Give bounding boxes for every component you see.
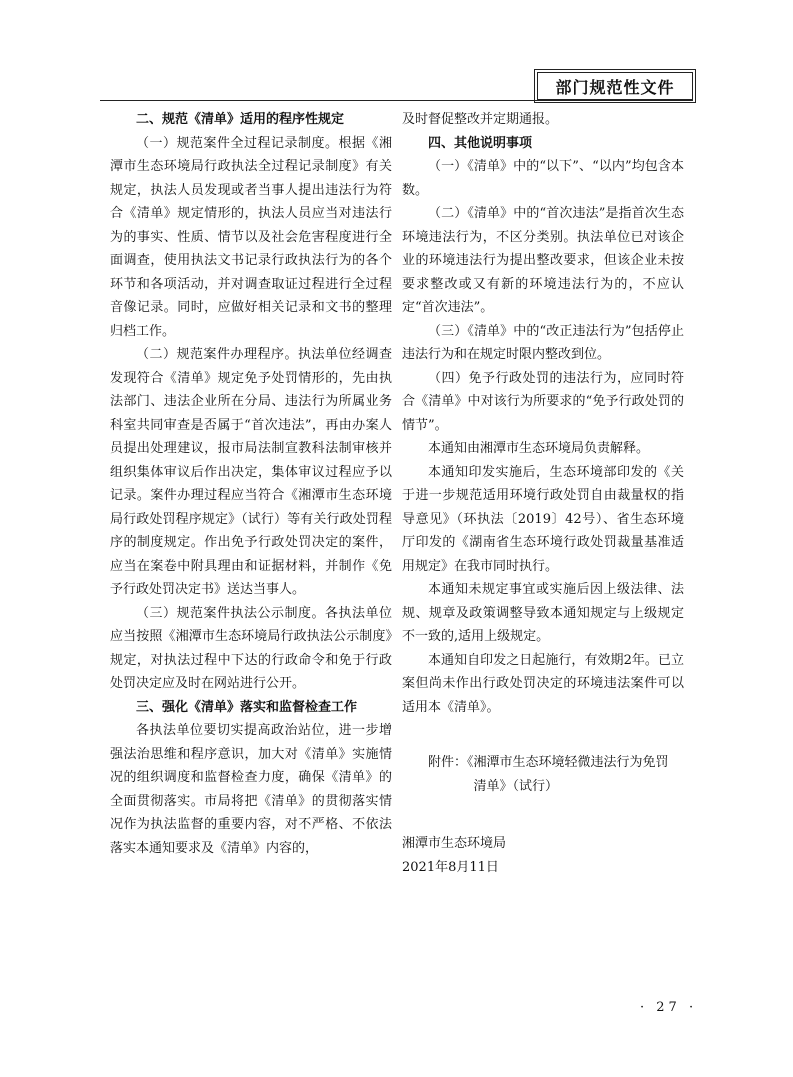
paragraph: 本通知由湘潭市生态环境局负责解释。 — [428, 441, 650, 456]
paragraph: 本通知印发实施后，生态环境部印发的《关于进一步规范适用环境行政处罚自由裁量权的指导意见》（环执法〔2019〕42号）、省生态环境厅印发的《湖南省生态环境行政处罚裁量基准适用规定》在我市同时执行。 — [402, 464, 684, 574]
paragraph: （三）《清单》中的“改正违法行为”包括停止违法行为和在规定时限内整改到位。 — [402, 323, 684, 362]
signature-org: 湘潭市生态环境局 — [402, 836, 507, 851]
left-column — [110, 108, 392, 860]
header-rule — [100, 100, 693, 101]
attachment-note — [402, 751, 684, 798]
attachment-line-1: 附件：《湘潭市生态环境轻微违法行为免罚 — [428, 755, 669, 770]
signature-date: 2021年8月11日 — [402, 859, 499, 875]
paragraph: （四）免予行政处罚的违法行为，应同时符合《清单》中对该行为所要求的“免予行政处罚的情节”。 — [402, 370, 684, 433]
paragraph: （一）《清单》中的“以下”、“以内”均包含本数。 — [402, 159, 684, 198]
page-number: · 27 · — [640, 1000, 698, 1015]
section-heading: 四、其他说明事项 — [428, 135, 533, 151]
section-heading: 二、规范《清单》适用的程序性规定 — [136, 112, 345, 127]
paragraph: 各执法单位要切实提高政治站位，进一步增强法治思维和程序意识，加大对《清单》实施情况的组织调度和监督检查力度，确保《清单》的全面贯彻落实。市局将把《清单》的贯彻落实情况作为执法监督的重要内容，对不严格、不依法落实本通知要求及《清单》内容的， — [110, 723, 392, 856]
paragraph: （二）规范案件办理程序。执法单位经调查发现符合《清单》规定免予处罚情形的，先由执法部门、违法企业所在分局、违法行为所属业务科室共同审查是否属于“首次违法”，再由办案人员提出处理建议，报市局法制宣教科法制审核并组织集体审议后作出决定，集体审议过程应予以记录。案件办理过程应当符合《湘潭市生态环境局行政处罚程序规定》（试行）等有关行政处罚程序的制度规定。作出免予行政处罚决定的案件，应当在案卷中附具理由和证据材料，并制作《免予行政处罚决定书》送达当事人。 — [110, 347, 392, 597]
paragraph: （三）规范案件执法公示制度。各执法单位应当按照《湘潭市生态环境局行政执法公示制度》规定，对执法过程中下达的行政命令和免于行政处罚决定应及时在网站进行公开。 — [110, 605, 392, 691]
paragraph: 本通知未规定事宜或实施后因上级法律、法规、规章及政策调整导致本通知规定与上级规定不一致的,适用上级规定。 — [402, 582, 684, 644]
section-heading: 三、强化《清单》落实和监督检查工作 — [136, 699, 358, 715]
paragraph: （二）《清单》中的“首次违法”是指首次生态环境违法行为，不区分类别。执法单位已对该企业的环境违法行为提出整改要求，但该企业未按要求整改或又有新的环境违法行为的，不应认定“首次违法”。 — [402, 206, 684, 315]
paragraph: （一）规范案件全过程记录制度。根据《湘潭市生态环境局行政执法全过程记录制度》有关规定，执法人员发现或者当事人提出违法行为符合《清单》规定情形的，执法人员应当对违法行为的事实、性质、情节以及社会危害程度进行全面调查，使用执法文书记录行政执法行为的各个环节和各项活动，并对调查取证过程进行全过程音像记录。同时，应做好相关记录和文书的整理归档工作。 — [110, 135, 392, 339]
attachment-line-2: 清单》（试行） — [473, 778, 559, 794]
right-column — [402, 108, 684, 879]
paragraph: 本通知自印发之日起施行，有效期2年。已立案但尚未作出行政处罚决定的环境违法案件可以适用本《清单》。 — [402, 652, 684, 715]
section-header-label: 部门规范性文件 — [537, 72, 693, 100]
paragraph-continuation: 及时督促整改并定期通报。 — [402, 112, 559, 127]
